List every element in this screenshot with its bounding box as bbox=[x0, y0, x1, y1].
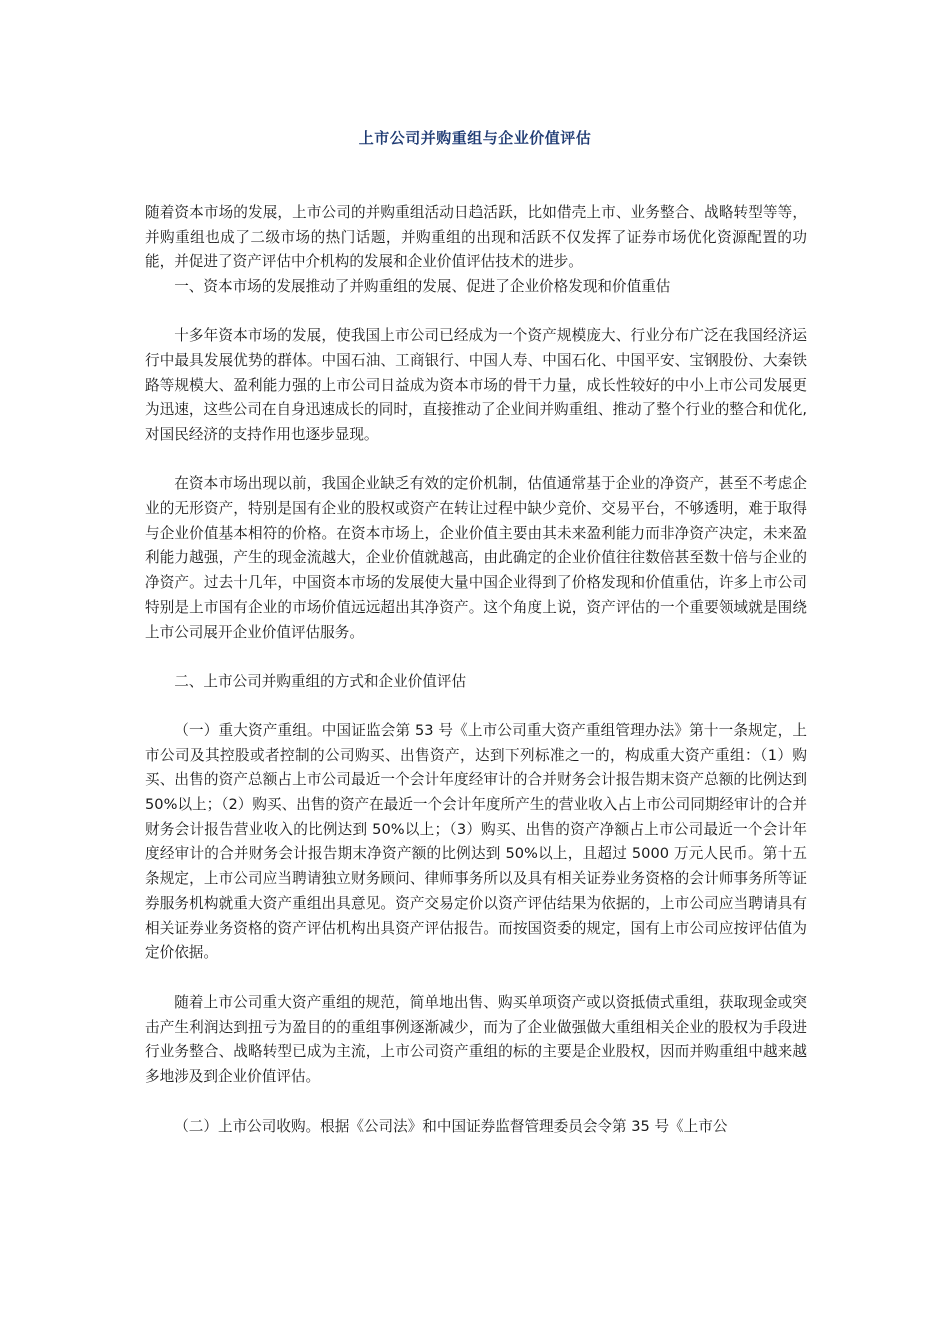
body-paragraph: 在资本市场出现以前，我国企业缺乏有效的定价机制，估值通常基于企业的净资产，甚至不考虑企业的无形资产，特别是国有企业的股权或资产在转让过程中缺少竞价、交易平台，不够透明，难于取得与企业价值基本相符的价格。在资本市场上，企业价值主要由其未来盈利能力而非净资产决定，未来盈利能力越强，产生的现金流越大，企业价值就越高，由此确定的企业价值往往数倍甚至数十倍与企业的净资产。过去十几年，中国资本市场的发展使大量中国企业得到了价格发现和价值重估，许多上市公司特别是上市国有企业的市场价值远远超出其净资产。这个角度上说，资产评估的一个重要领域就是围绕上市公司展开企业价值评估服务。 bbox=[145, 475, 807, 641]
body-paragraph: 随着上市公司重大资产重组的规范，简单地出售、购买单项资产或以资抵债式重组，获取现金或突击产生利润达到扭亏为盈目的的重组事例逐渐减少，而为了企业做强做大重组相关企业的股权为手段进行业务整合、战略转型已成为主流，上市公司资产重组的标的主要是企业股权，因而并购重组中越来越多地涉及到企业价值评估。 bbox=[145, 993, 807, 1086]
intro-paragraph: 随着资本市场的发展，上市公司的并购重组活动日趋活跃，比如借壳上市、业务整合、战略转型等等，并购重组也成了二级市场的热门话题，并购重组的出现和活跃不仅发挥了证券市场优化资源配置的功能，并促进了资产评估中介机构的发展和企业价值评估技术的进步。 bbox=[145, 204, 807, 271]
document-body bbox=[145, 201, 807, 1140]
body-paragraph: （一）重大资产重组。中国证监会第 53 号《上市公司重大资产重组管理办法》第十一条规定，上市公司及其控股或者控制的公司购买、出售资产，达到下列标准之一的，构成重大资产重组：（1）购买、出售的资产总额占上市公司最近一个会计年度经审计的合并财务会计报告期末资产总额的比例达到 50%以上；（2）购买、出售的资产在最近一个会计年度所产生的营业收入占上市公司同期经审计的合并财务会计报告营业收入的比例达到 50%以上；（3）购买、出售的资产净额占上市公司最近一个会计年度经审计的合并财务会计报告期末净资产额的比例达到 50%以上，且超过 5000 万元人民币。第十五条规定，上市公司应当聘请独立财务顾问、律师事务所以及具有相关证券业务资格的会计师事务所等证券服务机构就重大资产重组出具意见。资产交易定价以资产评估结果为依据的，上市公司应当聘请具有相关证券业务资格的资产评估机构出具资产评估报告。而按国资委的规定，国有上市公司应按评估值为定价依据。 bbox=[145, 721, 807, 962]
section-heading-2: 二、上市公司并购重组的方式和企业价值评估 bbox=[174, 672, 467, 690]
body-paragraph: （二）上市公司收购。根据《公司法》和中国证券监督管理委员会令第 35 号《上市公 bbox=[174, 1117, 728, 1135]
document-title: 上市公司并购重组与企业价值评估 bbox=[358, 129, 592, 147]
body-paragraph: 十多年资本市场的发展，使我国上市公司已经成为一个资产规模庞大、行业分布广泛在我国经济运行中最具发展优势的群体。中国石油、工商银行、中国人寿、中国石化、中国平安、宝钢股份、大秦铁路等规模大、盈利能力强的上市公司日益成为资本市场的骨干力量，成长性较好的中小上市公司发展更为迅速，这些公司在自身迅速成长的同时，直接推动了企业间并购重组、推动了整个行业的整合和优化,对国民经济的支持作用也逐步显现。 bbox=[145, 327, 807, 444]
section-heading-1: 一、资本市场的发展推动了并购重组的发展、促进了企业价格发现和价值重估 bbox=[174, 278, 671, 296]
